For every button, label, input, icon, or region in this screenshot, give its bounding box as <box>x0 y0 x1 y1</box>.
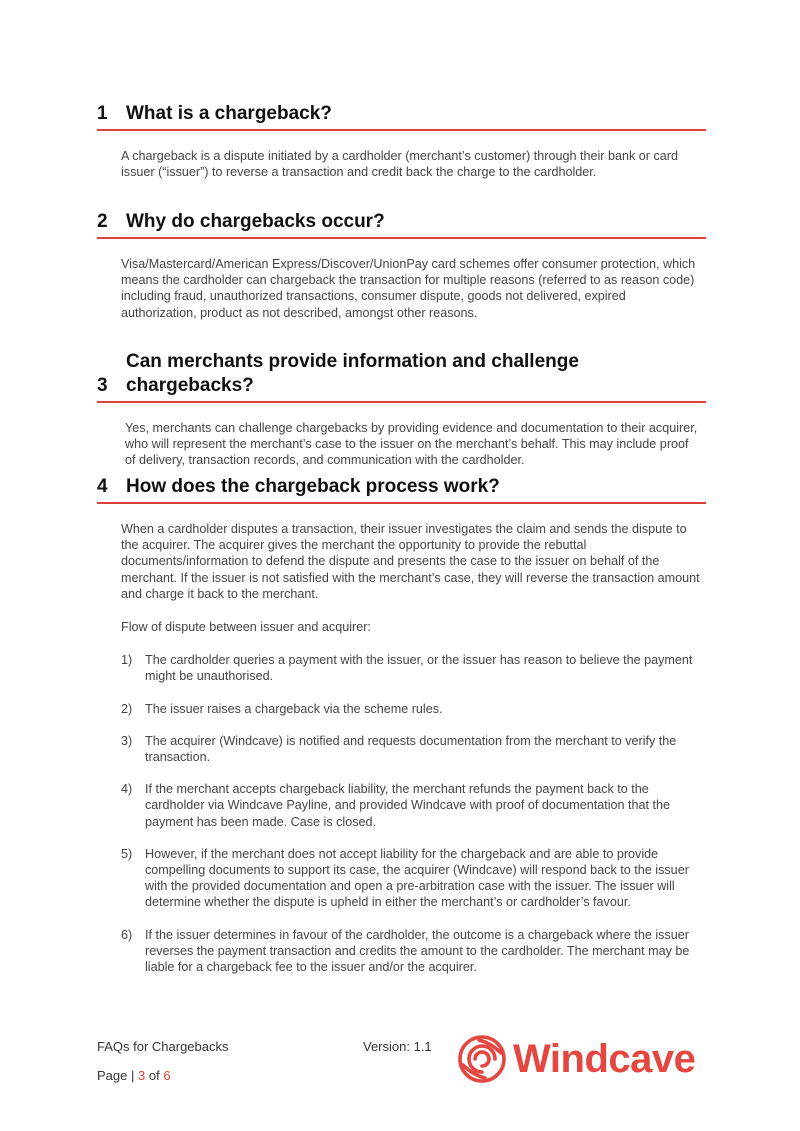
page-label: Page | <box>97 1068 135 1083</box>
list-marker: 2) <box>121 701 133 716</box>
logo-wordmark: Windcave <box>513 1037 696 1081</box>
section-4 <box>97 475 706 991</box>
page-footer <box>97 1038 717 1098</box>
list-item <box>121 733 700 765</box>
flow-intro: Flow of dispute between issuer and acquirer: <box>121 620 371 635</box>
list-item <box>121 652 700 684</box>
section-title: Can merchants provide information and challenge chargebacks? <box>126 351 579 396</box>
section-heading <box>97 350 706 403</box>
page-of: of <box>148 1068 160 1083</box>
list-item <box>121 701 700 717</box>
section-title: What is a chargeback? <box>126 103 332 124</box>
windcave-logo-icon <box>457 1034 507 1084</box>
list-marker: 4) <box>121 782 133 797</box>
section-title: Why do chargebacks occur? <box>126 211 385 232</box>
list-item-text: The acquirer (Windcave) is notified and requests documentation from the merchant to verify the transaction. <box>145 733 677 765</box>
list-item <box>121 927 700 976</box>
list-marker: 5) <box>121 846 133 861</box>
section-3 <box>97 350 706 469</box>
section-title: How does the chargeback process work? <box>126 476 500 497</box>
page-current: 3 <box>137 1068 146 1083</box>
section-2 <box>97 210 706 321</box>
section-number: 2 <box>97 211 108 232</box>
section-number: 1 <box>97 103 108 124</box>
section-heading <box>97 210 706 239</box>
footer-page-number <box>97 1068 171 1083</box>
page-total: 6 <box>163 1068 171 1083</box>
section-paragraph: Yes, merchants can challenge chargebacks by providing evidence and documentation to their acquirer, who will represent the merchant’s case to the issuer on the merchant’s behalf. This may include proof of delivery, transaction records, and communication with the cardholder. <box>125 421 698 468</box>
section-paragraph: Visa/Mastercard/American Express/Discover/UnionPay card schemes offer consumer protection, which means the cardholder can chargeback the transaction for multiple reasons (referred to as reason code) including fraud, unauthorized transactions, consumer dispute, goods not delivered, expired authorization, product as not described, amongst other reasons. <box>121 257 696 320</box>
section-number: 3 <box>97 375 108 396</box>
section-body <box>97 148 706 180</box>
section-heading <box>97 102 706 131</box>
section-body <box>97 521 706 975</box>
list-item-text: If the merchant accepts chargeback liability, the merchant refunds the payment back to the cardholder via Windcave Payline, and provided Windcave with proof of documentation that the payment has been made. Case is closed. <box>145 782 671 829</box>
footer-version: Version: 1.1 <box>363 1039 432 1054</box>
footer-doc-title: FAQs for Chargebacks <box>97 1039 229 1054</box>
dispute-flow-list <box>121 652 700 975</box>
list-marker: 3) <box>121 733 133 748</box>
list-marker: 1) <box>121 653 133 668</box>
list-item-text: The issuer raises a chargeback via the scheme rules. <box>145 701 443 716</box>
section-number: 4 <box>97 476 108 497</box>
list-item-text: The cardholder queries a payment with the issuer, or the issuer has reason to believe the payment might be unauthorised. <box>145 653 693 684</box>
section-paragraph: A chargeback is a dispute initiated by a cardholder (merchant’s customer) through their bank or card issuer (“issuer”) to reverse a transaction and credit back the charge to the cardholder. <box>121 149 678 180</box>
windcave-logo <box>457 1034 695 1084</box>
list-item <box>121 781 700 830</box>
section-body <box>97 420 706 469</box>
list-item-text: However, if the merchant does not accept liability for the chargeback and are able to provide compelling documents to support its case, the acquirer (Windcave) will respond back to the issuer with the provided documentation and open a pre-arbitration case with the issuer. The issuer will determine whether the dispute is upheld in either the merchant’s or cardholder’s favour. <box>145 846 689 910</box>
section-1 <box>97 102 706 180</box>
section-paragraph: When a cardholder disputes a transaction, their issuer investigates the claim and sends the dispute to the acquirer. The acquirer gives the merchant the opportunity to provide the rebuttal documents/information to defend the dispute and presents the case to the issuer on behalf of the merchant. If the issuer is not satisfied with the merchant’s case, they will reverse the transaction amount and charge it back to the merchant. <box>121 522 700 601</box>
list-item <box>121 846 700 911</box>
list-item-text: If the issuer determines in favour of the cardholder, the outcome is a chargeback where the issuer reverses the payment transaction and credits the amount to the cardholder. The merchant may be liable for a chargeback fee to the issuer and/or the acquirer. <box>145 927 690 975</box>
list-marker: 6) <box>121 927 133 942</box>
section-heading <box>97 475 706 504</box>
section-body <box>97 256 706 321</box>
